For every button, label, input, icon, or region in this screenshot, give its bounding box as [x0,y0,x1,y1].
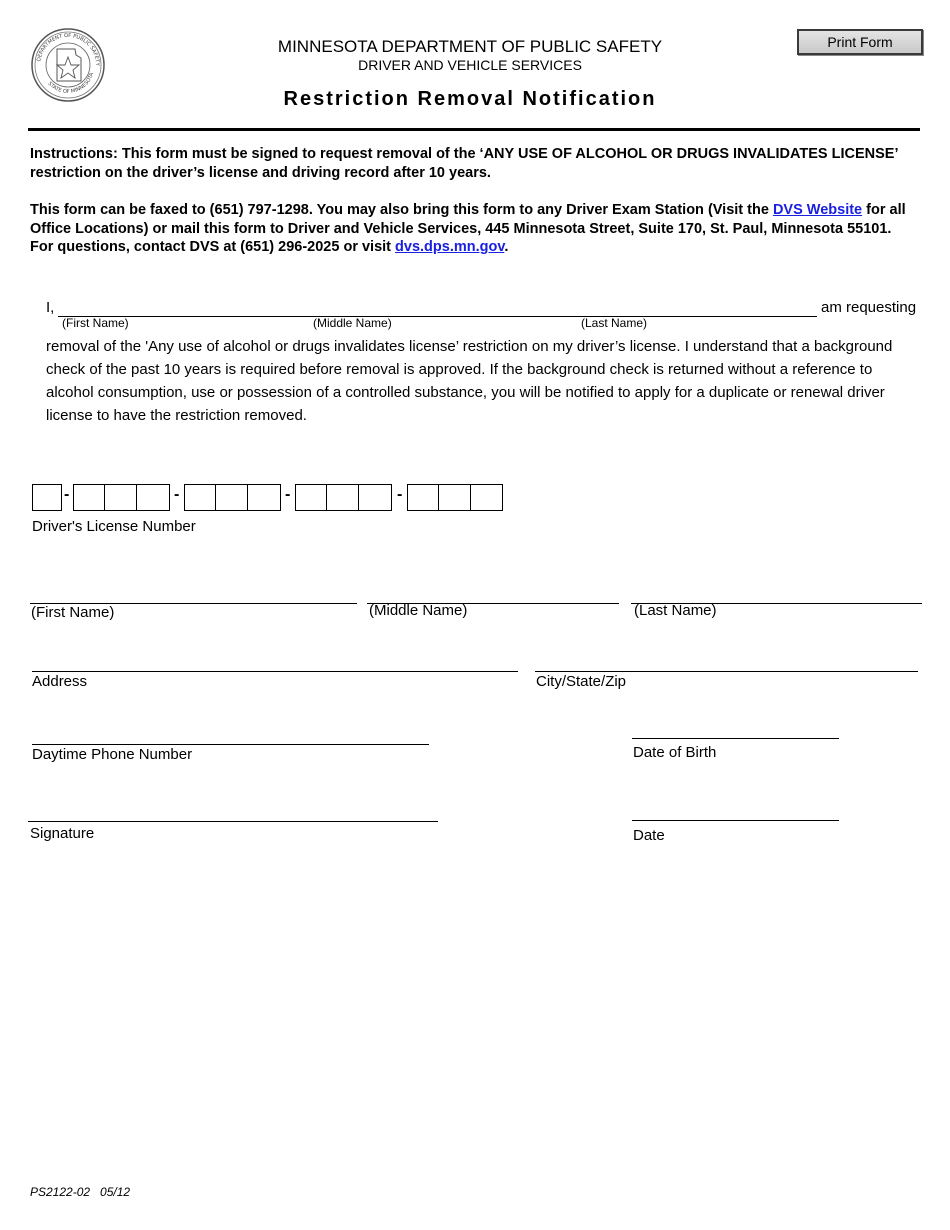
dvs-website-link[interactable]: DVS Website [772,202,863,218]
license-separator: - [285,486,291,503]
license-digit-box[interactable] [247,484,281,511]
date-of-birth-label: Date of Birth [633,744,717,761]
license-digit-box[interactable] [32,484,62,511]
request-prefix: I, [46,299,55,316]
license-digit-box[interactable] [215,484,248,511]
middle-name-label: (Middle Name) [369,602,468,619]
last-name-label: (Last Name) [634,602,717,619]
license-digit-box[interactable] [295,484,327,511]
license-number-label: Driver's License Number [32,518,196,535]
license-digit-box[interactable] [358,484,392,511]
contact-paragraph: This form can be faxed to (651) 797-1298. You may also bring this form to any Driver Exam Station (Visit the DVS Website for all Office Locations) or mail this form to Driver and Vehicle Services, 445 Minnesota Street, Suite 170, St. Paul, Minnesota 55101. For questions, contact DVS at (651) 296-2025 or visit dvs.dps.mn.gov. [30,202,906,255]
print-form-button[interactable]: Print Form [797,29,923,55]
date-label: Date [633,827,665,844]
license-digit-box[interactable] [184,484,216,511]
license-digit-box[interactable] [438,484,471,511]
division-name: DRIVER AND VEHICLE SERVICES [358,57,582,73]
signature-label: Signature [30,825,95,842]
request-statement: removal of the 'Any use of alcohol or drugs invalidates license’ restriction on my driver’s license. I understand that a background check of the past 10 years is required before removal is approved. If the background check is returned without a reference to alcohol consumption, use or possession of a controlled substance, you will be notified to apply for a duplicate or renewal driver license to have the restriction removed. [46,338,893,424]
license-digit-box[interactable] [407,484,439,511]
license-digit-box[interactable] [470,484,503,511]
date-input[interactable] [632,820,839,821]
svg-text:STATE OF MINNESOTA: STATE OF MINNESOTA [46,72,96,96]
header-divider [28,128,920,131]
date-of-birth-input[interactable] [632,738,839,739]
license-digit-box[interactable] [73,484,105,511]
signature-input[interactable] [28,821,438,822]
state-seal-logo [30,27,106,103]
request-suffix: am requesting [821,299,917,316]
instructions-paragraph: Instructions: This form must be signed to request removal of the ‘ANY USE OF ALCOHOL OR DRUGS INVALIDATES LICENSE’ restriction on the driver’s license and driving record after 10 years. [30,146,898,181]
first-name-label: (First Name) [31,604,115,621]
license-separator: - [174,486,180,503]
license-digit-box[interactable] [326,484,359,511]
city-state-zip-label: City/State/Zip [536,673,627,690]
license-digit-box[interactable] [136,484,170,511]
dvs-site-link[interactable]: dvs.dps.mn.gov [395,239,505,255]
license-separator: - [397,486,403,503]
request-last-name-label: (Last Name) [581,316,648,330]
request-middle-name-label: (Middle Name) [313,316,392,330]
request-first-name-label: (First Name) [62,316,129,330]
department-name: MINNESOTA DEPARTMENT OF PUBLIC SAFETY [277,37,663,56]
license-separator: - [64,486,70,503]
svg-text:DEPARTMENT OF PUBLIC SAFETY: DEPARTMENT OF PUBLIC SAFETY [36,32,101,66]
request-name-input[interactable] [58,316,817,317]
city-state-zip-input[interactable] [535,671,918,672]
daytime-phone-label: Daytime Phone Number [32,746,193,763]
form-id: PS2122-02 05/12 [30,1185,131,1199]
page-title: Restriction Removal Notification [283,88,657,110]
address-label: Address [32,673,88,690]
license-digit-box[interactable] [104,484,137,511]
daytime-phone-input[interactable] [32,744,429,745]
address-input[interactable] [32,671,518,672]
